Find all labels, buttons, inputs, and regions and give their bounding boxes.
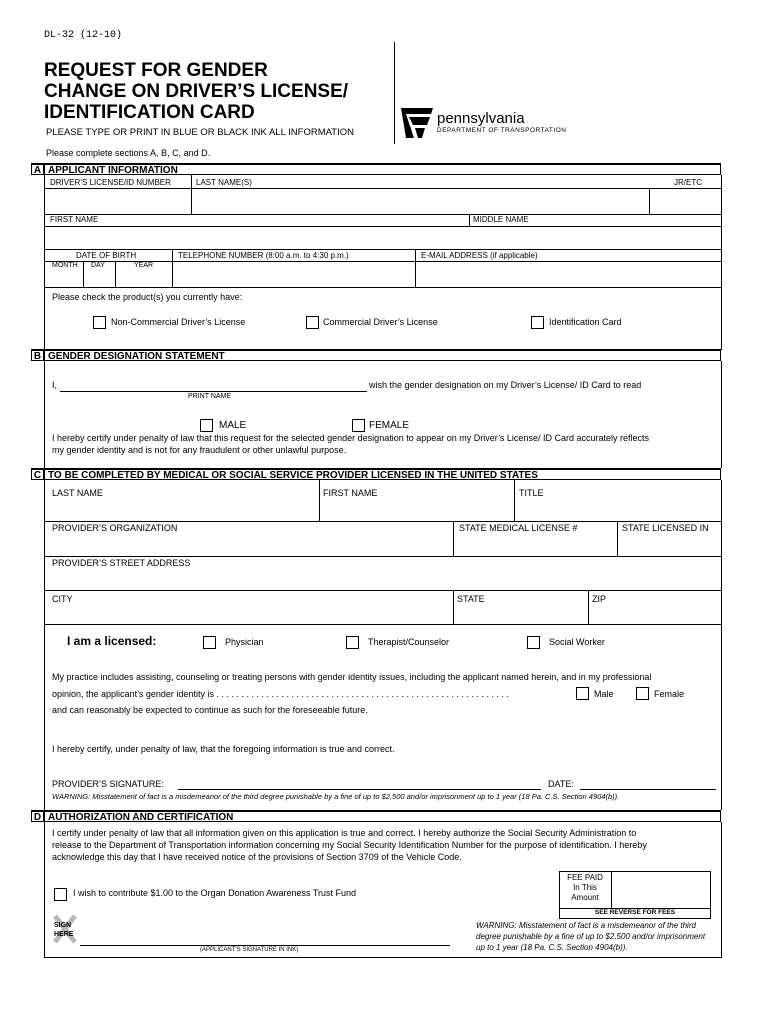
street-address-label: PROVIDER’S STREET ADDRESS <box>52 558 191 568</box>
form-title-line3: IDENTIFICATION CARD <box>44 102 255 123</box>
warning-line2: degree punishable by a fine of up to $2,500 and/or imprisonment <box>476 932 706 941</box>
practice-line3: and can reasonably be expected to continue as such for the foreseeable future. <box>52 705 368 715</box>
here-label: HERE <box>54 931 74 938</box>
date-label: DATE: <box>548 779 574 789</box>
section-d-left-border <box>44 822 45 957</box>
last-names-label: LAST NAME(S) <box>196 178 252 187</box>
complete-sections-note: Please complete sections A, B, C, and D. <box>46 148 211 158</box>
date-field[interactable] <box>580 776 716 789</box>
dl-number-field[interactable] <box>45 189 190 213</box>
email-label: E-MAIL ADDRESS (if applicable) <box>421 251 538 260</box>
cert-line2: release to the Department of Transportation information concerning my Social Security Identification Number for the purpose of identification. I hereby <box>52 840 647 850</box>
check-products-text: Please check the product(s) you currently have: <box>52 292 243 302</box>
date-line <box>580 789 716 790</box>
middle-name-label: MIDDLE NAME <box>473 215 529 224</box>
therapist-label: Therapist/Counselor <box>368 637 450 647</box>
i-label: I, <box>52 380 58 390</box>
provider-certify-text: I hereby certify, under penalty of law, that the foregoing information is true and correct. <box>52 744 395 754</box>
applicant-signature-caption: (APPLICANT’S SIGNATURE IN INK) <box>200 947 299 953</box>
male-checkbox[interactable] <box>200 419 213 432</box>
organ-donation-label: I wish to contribute $1.00 to the Organ Donation Awareness Trust Fund <box>73 888 356 898</box>
social-worker-label: Social Worker <box>549 637 605 647</box>
applicant-signature-line <box>80 945 450 946</box>
cert-line1: I certify under penalty of law that all information given on this application is true and correct. I hereby authorize the Social Security Administration to <box>52 828 637 838</box>
section-c-right-border <box>721 480 722 810</box>
row-divider <box>44 590 721 591</box>
cert-line3: acknowledge this day that I have received notice of the provisions of Section 3709 of the Vehicle Code. <box>52 852 462 862</box>
cdl-checkbox[interactable] <box>306 316 319 329</box>
sign-label: SIGN <box>54 922 72 929</box>
provider-female-label: Female <box>654 689 685 699</box>
warning-line1: WARNING: Misstatement of fact is a misdemeanor of the third <box>476 921 696 930</box>
dob-month-field[interactable] <box>45 270 82 286</box>
logo-dept: DEPARTMENT OF TRANSPORTATION <box>437 127 567 134</box>
logo-name: pennsylvania <box>437 110 525 127</box>
section-d-letter: D <box>31 810 44 822</box>
section-b-header: GENDER DESIGNATION STATEMENT <box>44 349 721 361</box>
provider-last-name-field[interactable] <box>45 500 318 520</box>
dob-label: DATE OF BIRTH <box>76 251 137 260</box>
year-label: YEAR <box>134 262 154 269</box>
provider-signature-field[interactable] <box>178 776 541 789</box>
section-b-right-border <box>721 361 722 468</box>
see-reverse-label: SEE REVERSE FOR FEES <box>594 909 676 916</box>
section-a-letter: A <box>31 163 44 175</box>
fee-amount-label: Amount <box>571 893 599 902</box>
fee-amount-field[interactable] <box>612 872 708 907</box>
street-address-field[interactable] <box>45 570 721 590</box>
print-name-line <box>60 391 367 392</box>
form-number: DL-32 (12-10) <box>44 30 123 41</box>
provider-title-field[interactable] <box>515 500 720 520</box>
fee-paid-label: FEE PAID <box>567 873 603 882</box>
id-card-label: Identification Card <box>549 317 622 327</box>
social-worker-checkbox[interactable] <box>527 636 540 649</box>
ncdl-checkbox[interactable] <box>93 316 106 329</box>
provider-last-name-label: LAST NAME <box>52 488 103 498</box>
provider-female-checkbox[interactable] <box>636 687 649 700</box>
city-field[interactable] <box>45 605 452 623</box>
licensed-label: I am a licensed: <box>67 634 157 648</box>
warning-line3: up to 1 year (18 Pa. C.S. Section 4904(b)). <box>476 943 628 952</box>
therapist-checkbox[interactable] <box>346 636 359 649</box>
col-divider <box>469 214 470 226</box>
section-a-header: APPLICANT INFORMATION <box>44 163 721 175</box>
physician-checkbox[interactable] <box>203 636 216 649</box>
row-divider <box>44 214 721 215</box>
ink-instruction: PLEASE TYPE OR PRINT IN BLUE OR BLACK INK ALL INFORMATION <box>46 127 354 138</box>
state-licensed-field[interactable] <box>618 535 720 555</box>
practice-line1: My practice includes assisting, counseling or treating persons with gender identity issues, including the applicant named herein, and in my professional <box>52 672 652 682</box>
license-number-label: STATE MEDICAL LICENSE # <box>459 523 578 533</box>
dob-year-field[interactable] <box>116 270 171 286</box>
first-middle-name-field[interactable] <box>45 227 721 249</box>
female-label: FEMALE <box>369 420 410 431</box>
jr-etc-field[interactable] <box>650 189 720 213</box>
section-b-letter: B <box>31 349 44 361</box>
section-d-right-border <box>721 822 722 957</box>
row-divider <box>44 249 721 250</box>
certify-line2: my gender identity and is not for any fraudulent or other unlawful purpose. <box>52 445 347 455</box>
row-divider <box>44 287 721 288</box>
print-name-caption: PRINT NAME <box>188 393 232 400</box>
city-label: CITY <box>52 594 73 604</box>
row-divider <box>44 521 721 522</box>
license-number-field[interactable] <box>454 535 616 555</box>
female-checkbox[interactable] <box>352 419 365 432</box>
section-c-header: TO BE COMPLETED BY MEDICAL OR SOCIAL SERVICE PROVIDER LICENSED IN THE UNITED STATES <box>44 468 721 480</box>
dl-number-label: DRIVER’S LICENSE/ID NUMBER <box>50 178 171 187</box>
state-licensed-label: STATE LICENSED IN <box>622 523 709 533</box>
organ-donation-checkbox[interactable] <box>54 888 67 901</box>
last-names-field[interactable] <box>192 189 648 213</box>
row-divider <box>44 624 721 625</box>
section-c-letter: C <box>31 468 44 480</box>
provider-male-checkbox[interactable] <box>576 687 589 700</box>
cdl-label: Commercial Driver’s License <box>323 317 438 327</box>
jr-etc-label: JR/ETC <box>674 178 702 187</box>
day-label: DAY <box>91 262 105 269</box>
applicant-signature-field[interactable] <box>80 925 450 945</box>
print-name-field[interactable] <box>60 378 367 391</box>
keystone-logo-icon <box>400 106 434 140</box>
male-label: MALE <box>219 420 247 431</box>
zip-label: ZIP <box>592 594 607 604</box>
dob-day-field[interactable] <box>84 270 114 286</box>
telephone-field[interactable] <box>173 262 414 286</box>
email-field[interactable] <box>416 262 720 286</box>
month-label: MONTH <box>52 262 78 269</box>
section-d-header: AUTHORIZATION AND CERTIFICATION <box>44 810 721 822</box>
organization-field[interactable] <box>45 535 452 555</box>
state-field[interactable] <box>454 605 587 623</box>
provider-signature-line <box>178 789 541 790</box>
form-title-line2: CHANGE ON DRIVER’S LICENSE/ <box>44 81 349 102</box>
wish-text: wish the gender designation on my Driver’s License/ ID Card to read <box>369 380 642 390</box>
provider-first-name-label: FIRST NAME <box>323 488 378 498</box>
provider-warning: WARNING: Misstatement of fact is a misdemeanor of the third degree punishable by a fine of up to $2,500 and/or imprisonment up to 1 year (18 Pa. C.S. Section 4904(b)). <box>52 792 620 801</box>
form-bottom-border <box>44 957 722 958</box>
zip-field[interactable] <box>589 605 720 623</box>
telephone-label: TELEPHONE NUMBER (8:00 a.m. to 4:30 p.m.) <box>178 251 349 260</box>
provider-title-label: TITLE <box>519 488 544 498</box>
practice-line2: opinion, the applicant’s gender identity is . . . . . . . . . . . . . . . . . . . . . . . . . . . . . . . . . . . . . . . . . . . . . . . . . . . . . . . . . . . <box>52 689 510 699</box>
organization-label: PROVIDER’S ORGANIZATION <box>52 523 178 533</box>
fee-in-this-label: In This <box>573 883 597 892</box>
state-label: STATE <box>457 594 485 604</box>
provider-male-label: Male <box>594 689 614 699</box>
section-b-left-border <box>44 361 45 468</box>
section-a-right-border <box>721 175 722 350</box>
section-c-left-border <box>44 480 45 810</box>
header-divider <box>394 42 395 144</box>
provider-first-name-field[interactable] <box>320 500 513 520</box>
ncdl-label: Non-Commercial Driver’s License <box>111 317 246 327</box>
form-title-line1: REQUEST FOR GENDER <box>44 60 268 81</box>
certify-line1: I hereby certify under penalty of law that this request for the selected gender designation to appear on my Driver’s License/ ID Card accurately reflects <box>52 433 649 443</box>
sign-here-x-icon <box>52 914 78 944</box>
physician-label: Physician <box>225 637 264 647</box>
provider-signature-label: PROVIDER’S SIGNATURE: <box>52 779 164 789</box>
row-divider <box>44 556 721 557</box>
first-name-label: FIRST NAME <box>50 215 99 224</box>
id-card-checkbox[interactable] <box>531 316 544 329</box>
